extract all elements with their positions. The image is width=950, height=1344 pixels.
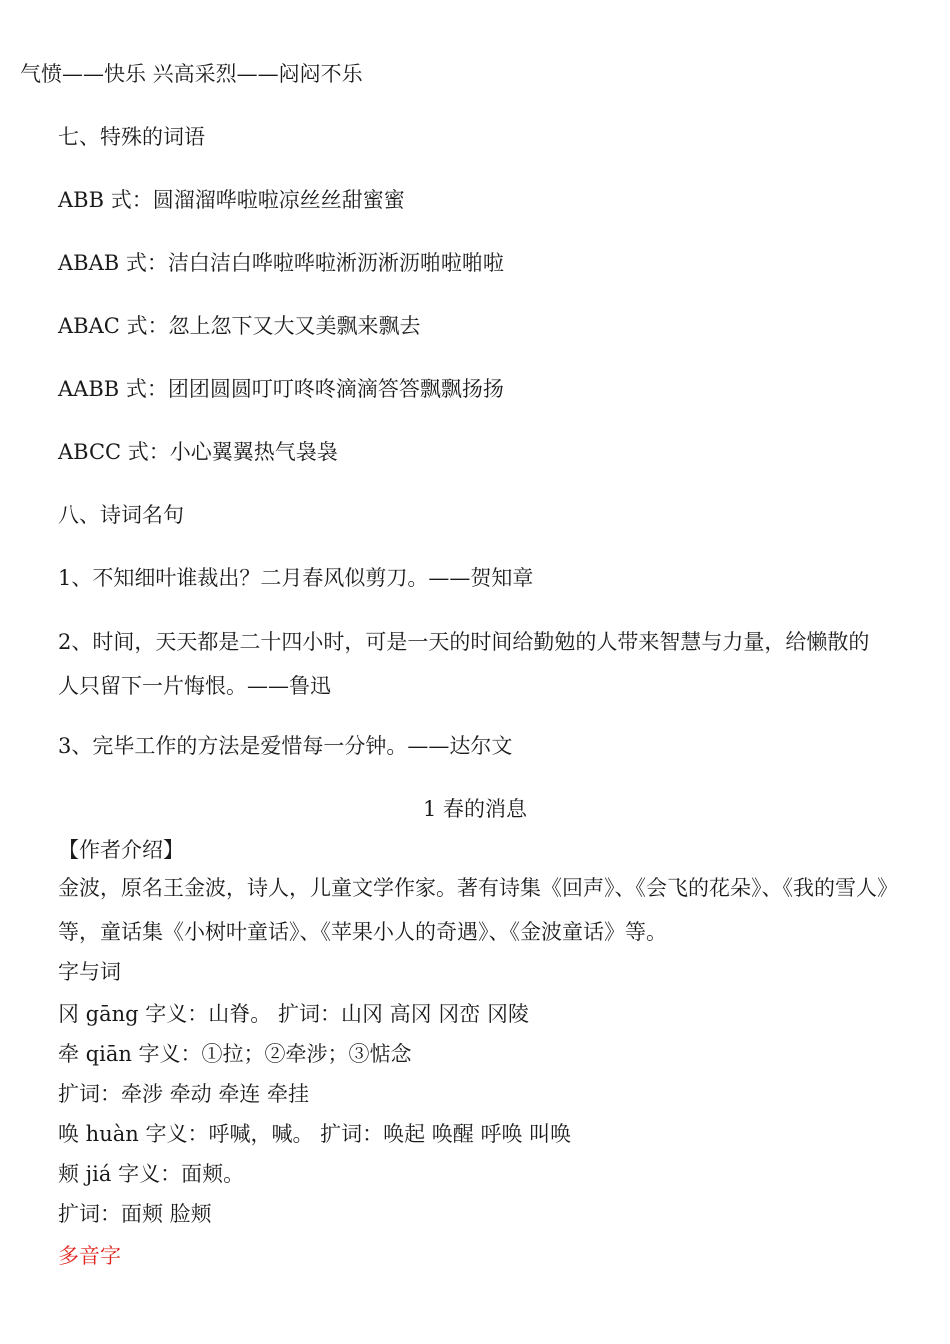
quote-1: 1、不知细叶谁裁出？二月春风似剪刀。——贺知章: [58, 566, 534, 590]
antonym-pairs: 气愤——快乐 兴高采烈——闷闷不乐: [20, 62, 363, 86]
author-heading: 【作者介绍】: [58, 838, 184, 862]
pattern-abab: ABAB 式：洁白洁白哗啦哗啦淅沥淅沥啪啦啪啦: [58, 251, 504, 275]
section-8-title: 八、诗词名句: [58, 503, 184, 527]
char-jia-words: 扩词：面颊 脸颊: [58, 1202, 212, 1226]
char-jia: 颊 jiá 字义：面颊。: [58, 1162, 245, 1186]
pattern-abb: ABB 式：圆溜溜哗啦啦凉丝丝甜蜜蜜: [58, 188, 405, 212]
section-7-title: 七、特殊的词语: [58, 125, 205, 149]
author-intro: 金波，原名王金波，诗人，儿童文学作家。著有诗集《回声》、《会飞的花朵》、《我的雪人》等，童话集《小树叶童话》、《苹果小人的奇遇》、《金波童话》等。: [58, 876, 898, 944]
pattern-aabb: AABB 式：团团圆圆叮叮咚咚滴滴答答飘飘扬扬: [58, 377, 504, 401]
char-huan: 唤 huàn 字义：呼喊，喊。 扩词：唤起 唤醒 呼唤 叫唤: [58, 1122, 572, 1146]
pattern-abcc: ABCC 式：小心翼翼热气袅袅: [58, 440, 338, 464]
quote-3: 3、完毕工作的方法是爱惜每一分钟。——达尔文: [58, 734, 513, 758]
char-gang: 冈 gāng 字义：山脊。 扩词：山冈 高冈 冈峦 冈陵: [58, 1002, 529, 1026]
lesson-title: 1 春的消息: [422, 797, 528, 821]
polyphone-heading: 多音字: [58, 1244, 121, 1268]
char-qian: 牵 qiān 字义：①拉；②牵涉；③惦念: [58, 1042, 412, 1066]
pattern-abac: ABAC 式：忽上忽下又大又美飘来飘去: [58, 314, 421, 338]
words-heading: 字与词: [58, 960, 121, 984]
quote-2: 2、时间，天天都是二十四小时，可是一天的时间给勤勉的人带来智慧与力量，给懒散的人只留下一片悔恨。——鲁迅: [58, 630, 870, 698]
char-qian-words: 扩词：牵涉 牵动 牵连 牵挂: [58, 1082, 310, 1106]
